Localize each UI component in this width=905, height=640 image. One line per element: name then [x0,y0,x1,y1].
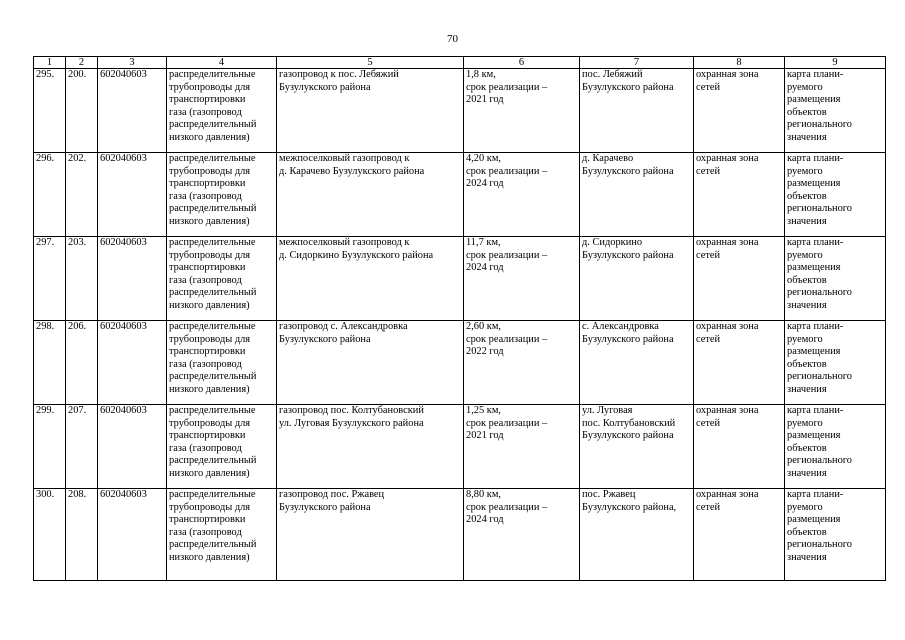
zone-type: охранная зона сетей [694,153,785,237]
object-location: д. Карачево Бузулукского района [580,153,694,237]
column-header: 9 [785,57,886,69]
row-number: 295. [34,69,66,153]
table-row [34,237,886,321]
row-number: 298. [34,321,66,405]
column-header: 1 [34,57,66,69]
item-number: 207. [66,405,98,489]
column-header: 3 [98,57,167,69]
object-location: пос. Лебяжий Бузулукского района [580,69,694,153]
object-location: ул. Луговая пос. Колтубановский Бузулукского района [580,405,694,489]
object-location: пос. Ржавец Бузулукского района, [580,489,694,581]
document-table [33,56,886,581]
object-characteristics: 8,80 км, срок реализации – 2024 год [464,489,580,581]
table-row [34,405,886,489]
object-name: газопровод пос. Колтубановский ул. Луговая Бузулукского района [277,405,464,489]
object-characteristics: 2,60 км, срок реализации – 2022 год [464,321,580,405]
object-code: 602040603 [98,489,167,581]
object-location: д. Сидоркино Бузулукского района [580,237,694,321]
object-type: распределительные трубопроводы для транспортировки газа (газопровод распределительный низкого давления) [167,321,277,405]
row-number: 299. [34,405,66,489]
object-code: 602040603 [98,237,167,321]
zone-type: охранная зона сетей [694,405,785,489]
table-row [34,321,886,405]
table-row [34,489,886,581]
row-number: 297. [34,237,66,321]
item-number: 208. [66,489,98,581]
zone-type: охранная зона сетей [694,489,785,581]
object-code: 602040603 [98,321,167,405]
map-reference: карта плани- руемого размещения объектов регионального значения [785,69,886,153]
object-type: распределительные трубопроводы для транспортировки газа (газопровод распределительный низкого давления) [167,405,277,489]
column-header: 2 [66,57,98,69]
object-characteristics: 4,20 км, срок реализации – 2024 год [464,153,580,237]
map-reference: карта плани- руемого размещения объектов регионального значения [785,237,886,321]
object-characteristics: 1,8 км, срок реализации – 2021 год [464,69,580,153]
map-reference: карта плани- руемого размещения объектов регионального значения [785,489,886,581]
object-location: с. Александровка Бузулукского района [580,321,694,405]
item-number: 202. [66,153,98,237]
map-reference: карта плани- руемого размещения объектов регионального значения [785,321,886,405]
column-header: 8 [694,57,785,69]
object-name: газопровод пос. Ржавец Бузулукского района [277,489,464,581]
map-reference: карта плани- руемого размещения объектов регионального значения [785,153,886,237]
object-name: межпоселковый газопровод к д. Карачево Бузулукского района [277,153,464,237]
zone-type: охранная зона сетей [694,321,785,405]
object-name: межпоселковый газопровод к д. Сидоркино Бузулукского района [277,237,464,321]
object-characteristics: 11,7 км, срок реализации – 2024 год [464,237,580,321]
column-header: 5 [277,57,464,69]
row-number: 300. [34,489,66,581]
object-name: газопровод к пос. Лебяжий Бузулукского района [277,69,464,153]
object-code: 602040603 [98,153,167,237]
header-row [34,57,886,69]
table-row [34,153,886,237]
map-reference: карта плани- руемого размещения объектов регионального значения [785,405,886,489]
row-number: 296. [34,153,66,237]
zone-type: охранная зона сетей [694,237,785,321]
column-header: 6 [464,57,580,69]
column-header: 4 [167,57,277,69]
item-number: 206. [66,321,98,405]
table-row [34,69,886,153]
object-type: распределительные трубопроводы для транспортировки газа (газопровод распределительный низкого давления) [167,489,277,581]
object-code: 602040603 [98,405,167,489]
page-number: 70 [447,33,458,45]
object-code: 602040603 [98,69,167,153]
object-type: распределительные трубопроводы для транспортировки газа (газопровод распределительный низкого давления) [167,237,277,321]
zone-type: охранная зона сетей [694,69,785,153]
object-characteristics: 1,25 км, срок реализации – 2021 год [464,405,580,489]
column-header: 7 [580,57,694,69]
object-name: газопровод с. Александровка Бузулукского района [277,321,464,405]
object-type: распределительные трубопроводы для транспортировки газа (газопровод распределительный низкого давления) [167,153,277,237]
item-number: 203. [66,237,98,321]
object-type: распределительные трубопроводы для транспортировки газа (газопровод распределительный низкого давления) [167,69,277,153]
item-number: 200. [66,69,98,153]
